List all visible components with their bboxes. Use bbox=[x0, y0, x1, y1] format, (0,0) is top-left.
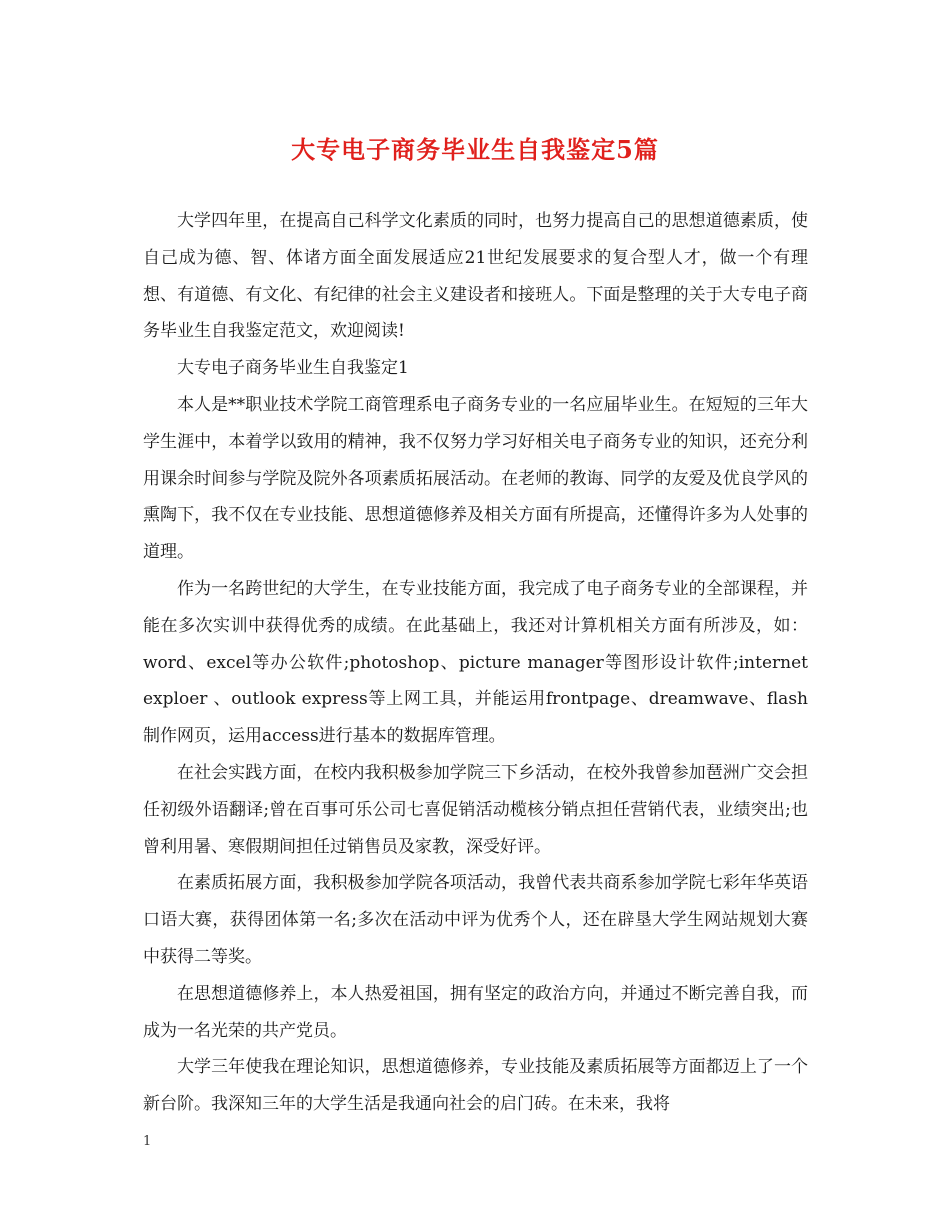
paragraph: 作为一名跨世纪的大学生，在专业技能方面，我完成了电子商务专业的全部课程，并能在多次实训中获得优秀的成绩。在此基础上，我还对计算机相关方面有所涉及，如：word、excel等办公软件;photoshop、picture manager等图形设计软件;internet exploer 、outlook express等上网工具，并能运用frontpage、dreamwave、flash制作网页，运用access进行基本的数据库管理。 bbox=[143, 578, 808, 747]
page-number: 1 bbox=[143, 1134, 152, 1149]
paragraph: 在素质拓展方面，我积极参加学院各项活动，我曾代表共商系参加学院七彩年华英语口语大赛，获得团体第一名;多次在活动中评为优秀个人，还在辟垦大学生网站规划大赛中获得二等奖。 bbox=[143, 873, 808, 967]
section-heading: 大专电子商务毕业生自我鉴定1 bbox=[177, 358, 409, 379]
paragraph: 大学三年使我在理论知识，思想道德修养，专业技能及素质拓展等方面都迈上了一个新台阶。我深知三年的大学生活是我通向社会的启门砖。在未来，我将 bbox=[143, 1057, 808, 1115]
document-body bbox=[143, 203, 808, 1123]
paragraph: 在思想道德修养上，本人热爱祖国，拥有坚定的政治方向，并通过不断完善自我，而成为一名光荣的共产党员。 bbox=[143, 983, 808, 1041]
paragraph-intro: 大学四年里，在提高自己科学文化素质的同时，也努力提高自己的思想道德素质，使自己成为德、智、体诸方面全面发展适应21世纪发展要求的复合型人才，做一个有理想、有道德、有文化、有纪律的社会主义建设者和接班人。下面是整理的关于大专电子商务毕业生自我鉴定范文，欢迎阅读! bbox=[143, 211, 808, 342]
paragraph: 本人是**职业技术学院工商管理系电子商务专业的一名应届毕业生。在短短的三年大学生涯中，本着学以致用的精神，我不仅努力学习好相关电子商务专业的知识，还充分利用课余时间参与学院及院外各项素质拓展活动。在老师的教诲、同学的友爱及优良学风的熏陶下，我不仅在专业技能、思想道德修养及相关方面有所提高，还懂得许多为人处事的道理。 bbox=[143, 394, 808, 563]
paragraph: 在社会实践方面，在校内我积极参加学院三下乡活动，在校外我曾参加琶洲广交会担任初级外语翻译;曾在百事可乐公司七喜促销活动榄核分销点担任营销代表，业绩突出;也曾利用暑、寒假期间担任过销售员及家教，深受好评。 bbox=[143, 762, 808, 857]
document-title: 大专电子商务毕业生自我鉴定5篇 bbox=[291, 135, 659, 164]
